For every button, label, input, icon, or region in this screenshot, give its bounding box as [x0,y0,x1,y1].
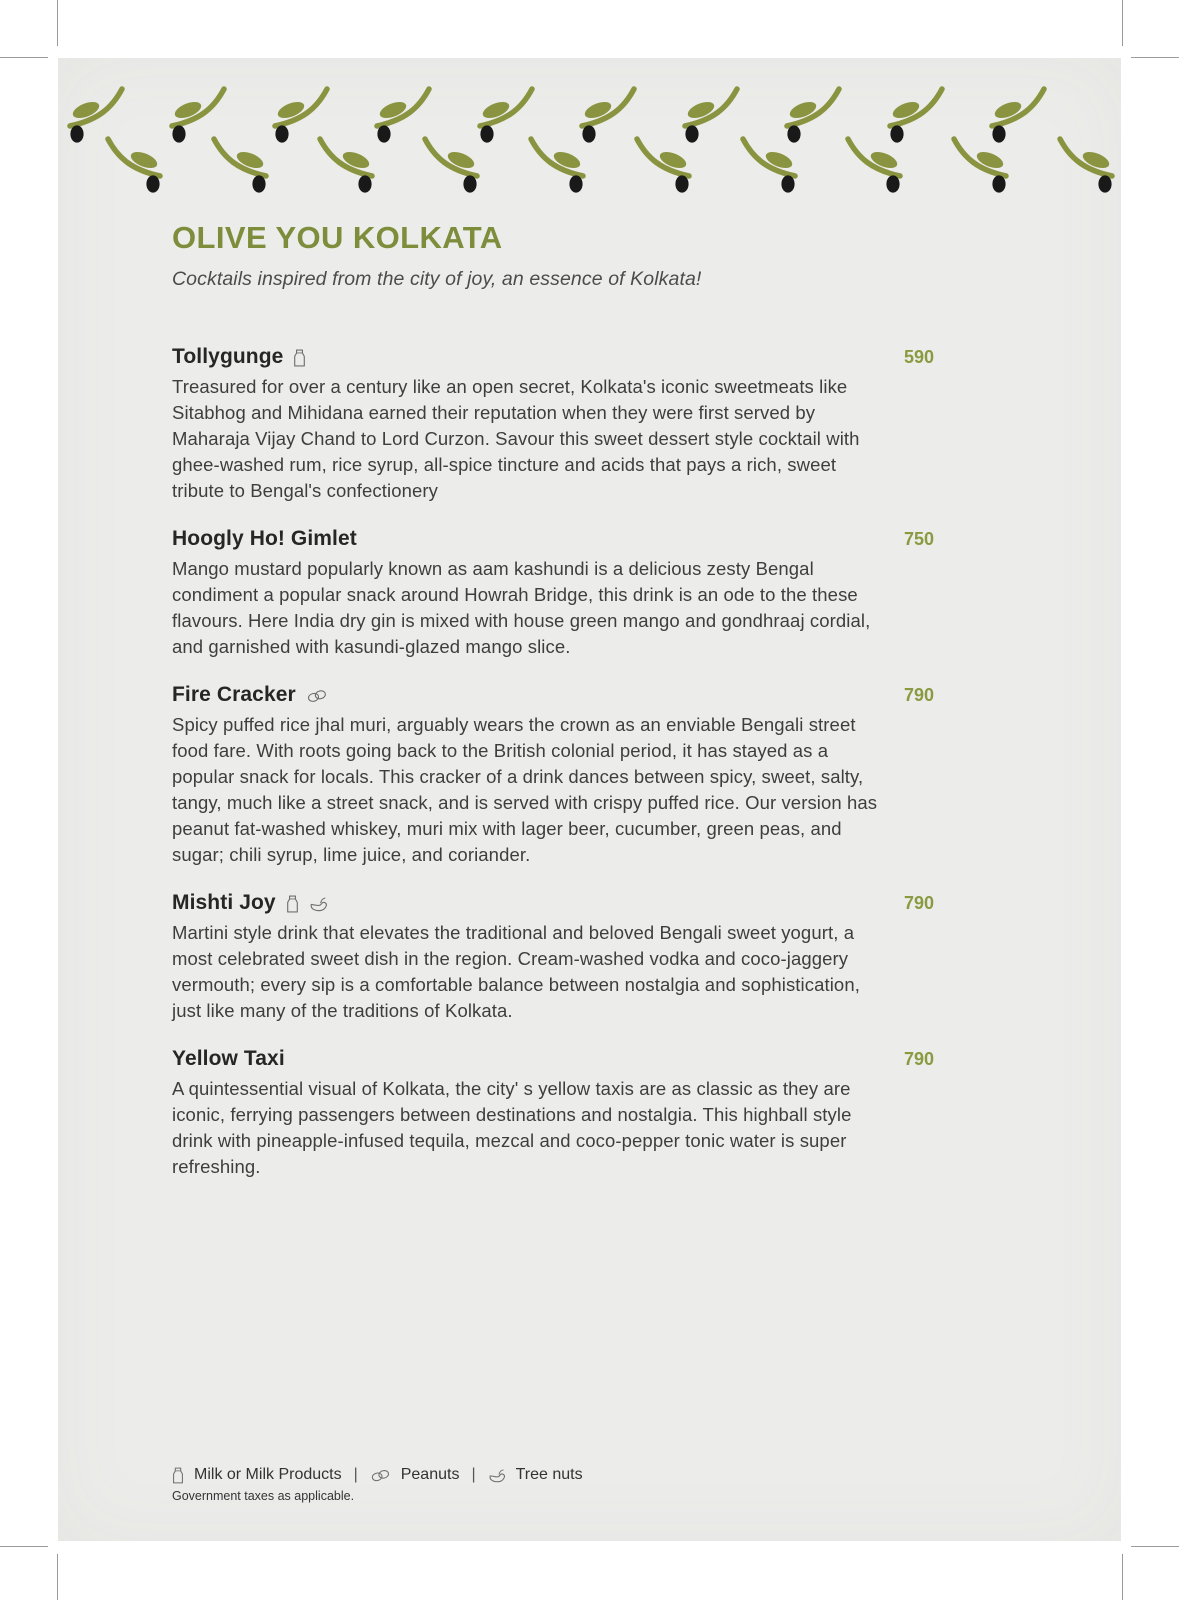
legend-label-tree-nuts: Tree nuts [515,1466,583,1483]
olive-branch-icon [210,134,274,194]
crop-mark [57,1554,58,1600]
crop-mark [57,0,58,46]
olive-branch-icon [527,134,591,194]
crop-mark [0,1546,48,1547]
item-name: Fire Cracker [172,683,296,706]
menu-item-hoogly-ho-gimlet [172,527,934,660]
crop-mark [1131,1546,1179,1547]
tree-nut-icon [488,1468,506,1483]
peanut-icon [306,689,328,703]
olive-branch-icon [844,134,908,194]
item-price: 750 [903,529,934,549]
menu-footer [172,1466,583,1503]
allergen-legend [172,1466,583,1484]
page-title: OLIVE YOU KOLKATA [172,220,503,255]
olive-branch-icon [104,134,168,194]
item-description: Martini style drink that elevates the traditional and beloved Bengali sweet yogurt, a most celebrated sweet dish in the region. Cream-washed vodka and coco-jaggery vermouth; every sip is a comfortable balance between nostalgia and sophistication, just like many of the traditions of Kolkata. [172,922,860,1021]
olive-branch-icon [739,134,803,194]
crop-mark [1131,57,1179,58]
legend-separator: | [353,1466,358,1483]
page-subtitle: Cocktails inspired from the city of joy, an essence of Kolkata! [172,268,702,290]
olive-branch-border [58,84,1121,194]
crop-mark [1122,0,1123,46]
menu-item-fire-cracker [172,683,934,868]
olive-branch-icon [950,134,1014,194]
olive-branch-icon [421,134,485,194]
item-name: Yellow Taxi [172,1047,285,1070]
item-description: A quintessential visual of Kolkata, the city' s yellow taxis are as classic as they are iconic, ferrying passengers between destinations and nostalgia. This highball style drink with pineapple-infused tequila, mezcal and coco-pepper tonic water is super refreshing. [172,1078,852,1177]
milk-carton-icon [286,895,299,913]
item-description: Mango mustard popularly known as aam kashundi is a delicious zesty Bengal condiment a popular snack around Howrah Bridge, this drink is an ode to the these flavours. Here India dry gin is mixed with house green mango and gondhraaj cordial, and garnished with kasundi-glazed mango slice. [172,558,871,657]
legend-label-milk: Milk or Milk Products [194,1466,342,1483]
menu-item-yellow-taxi [172,1047,934,1180]
menu-content [172,220,934,1203]
menu-item-mishti-joy [172,891,934,1024]
menu-page [58,58,1121,1541]
item-price: 790 [903,1049,934,1069]
olive-branch-icon [633,134,697,194]
olive-branch-icon [1056,134,1120,194]
item-price: 790 [903,893,934,913]
item-description: Treasured for over a century like an open secret, Kolkata's iconic sweetmeats like Sitabhog and Mihidana earned their reputation when they were first served by Maharaja Vijay Chand to Lord Curzon. Savour this sweet dessert style cocktail with ghee-washed rum, rice syrup, all-spice tincture and acids that pays a rich, sweet tribute to Bengal's confectionery [172,376,860,501]
item-description: Spicy puffed rice jhal muri, arguably wears the crown as an enviable Bengali street food fare. With roots going back to the British colonial period, it has stayed as a popular snack for locals. This cracker of a drink dances between spicy, sweet, salty, tangy, much like a street snack, and is served with crispy puffed rice. Our version has peanut fat-washed whiskey, muri mix with lager beer, cucumber, green peas, and sugar; chili syrup, lime juice, and coriander. [172,714,878,865]
legend-label-peanuts: Peanuts [400,1466,460,1483]
legend-separator: | [471,1466,476,1483]
olive-branch-icon [316,134,380,194]
item-name: Mishti Joy [172,891,276,914]
peanut-icon [370,1469,391,1482]
item-name: Tollygunge [172,345,284,368]
crop-mark [1122,1554,1123,1600]
item-name: Hoogly Ho! Gimlet [172,527,357,550]
tree-nut-icon [309,896,328,912]
item-price: 590 [903,347,934,367]
milk-carton-icon [172,1467,184,1484]
item-price: 790 [903,685,934,705]
crop-mark [0,57,48,58]
menu-item-tollygunge [172,345,934,504]
taxes-note: Government taxes as applicable. [172,1489,355,1503]
milk-carton-icon [293,349,306,367]
